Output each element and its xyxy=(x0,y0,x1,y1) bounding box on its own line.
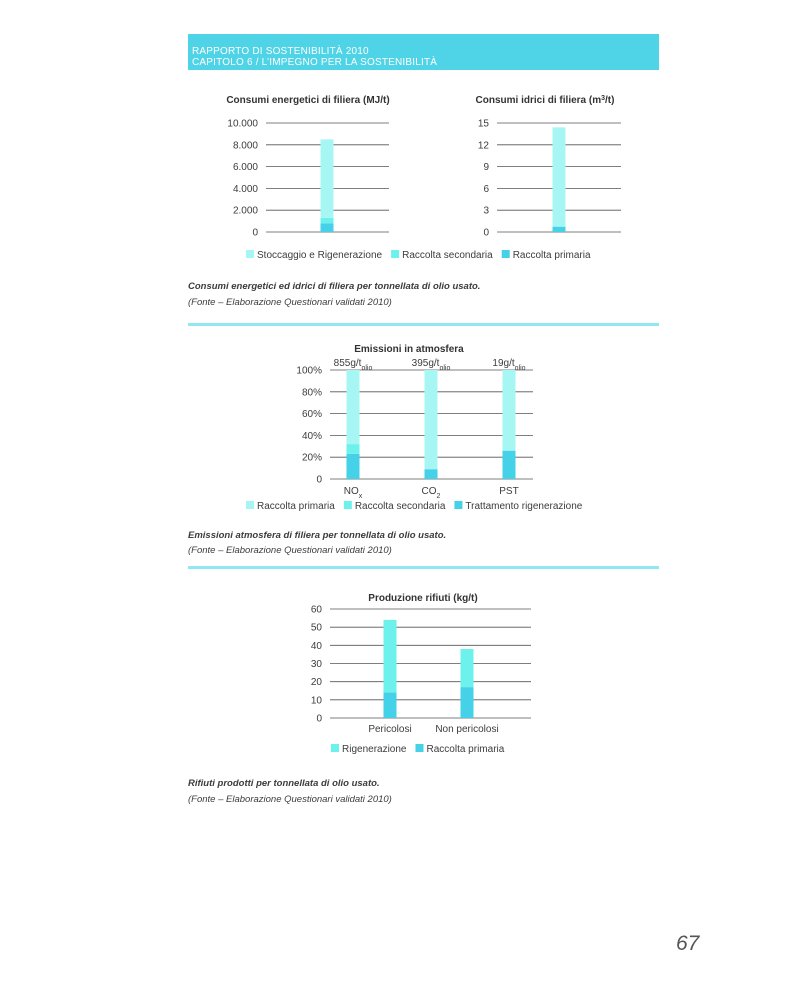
bar-b-1-0 xyxy=(461,687,474,718)
x-tick-label: PST xyxy=(499,486,519,497)
y-tick-label: 10.000 xyxy=(227,118,258,130)
y-tick-label: 40 xyxy=(310,640,322,652)
bar-a-0-1 xyxy=(553,226,566,227)
bar-a-0-0 xyxy=(553,227,566,232)
x-tick-label: $NO_x$ xyxy=(343,486,363,500)
y-tick-label: 20 xyxy=(310,677,322,689)
bar-e-0-0 xyxy=(321,223,334,232)
y-tick-label: 6 xyxy=(483,183,489,195)
y-tick-label: 30 xyxy=(310,659,322,670)
legend-label: Raccolta primaria xyxy=(257,501,335,512)
bar-m-0-0 xyxy=(347,454,360,479)
legend-swatch xyxy=(331,744,339,752)
legend-swatch xyxy=(416,744,424,752)
total-label: $19g/t_{olio}$ xyxy=(492,358,526,372)
y-tick-label: 0 xyxy=(252,227,258,239)
caption-emissioni-source: (Fonte – Elaborazione Questionari validati 2010) xyxy=(188,545,392,556)
bar-b-0-1 xyxy=(384,620,397,693)
y-tick-label: 3 xyxy=(483,205,489,217)
legend-swatch xyxy=(246,501,254,509)
legend-swatch xyxy=(502,250,510,258)
x-tick-label: Pericolosi xyxy=(368,724,412,735)
y-tick-label: 80% xyxy=(301,387,322,399)
chart-rifiuti xyxy=(0,580,785,770)
bar-m-1-2 xyxy=(425,370,438,469)
legend-label: Raccolta secondaria xyxy=(402,250,493,261)
page-number: 67 xyxy=(676,932,700,955)
x-tick-label: $CO_2$ xyxy=(421,486,441,500)
y-tick-label: 0 xyxy=(316,474,322,486)
y-tick-label: 6.000 xyxy=(232,162,258,174)
caption-consumi-source: (Fonte – Elaborazione Questionari validati 2010) xyxy=(188,297,392,308)
caption-rifiuti-title: Rifiuti prodotti per tonnellata di olio usato. xyxy=(188,778,380,789)
legend-label: Stoccaggio e Rigenerazione xyxy=(257,250,383,261)
divider-2 xyxy=(188,566,659,569)
x-tick-label: Non pericolosi xyxy=(435,724,499,735)
chart-consumi xyxy=(0,0,785,270)
bar-a-0-2 xyxy=(553,127,566,226)
bar-m-0-1 xyxy=(347,444,360,454)
y-tick-label: 20% xyxy=(301,452,322,464)
y-tick-label: 100% xyxy=(296,365,322,377)
legend-swatch xyxy=(344,501,352,509)
y-tick-label: 0 xyxy=(483,227,489,239)
legend-label: Raccolta primaria xyxy=(426,744,505,755)
bar-e-0-1 xyxy=(321,218,334,223)
bar-e-0-2 xyxy=(321,139,334,217)
y-tick-label: 40% xyxy=(301,430,322,442)
caption-rifiuti-source: (Fonte – Elaborazione Questionari validati 2010) xyxy=(188,794,392,805)
total-label: $855g/t_{olio}$ xyxy=(333,358,373,372)
y-tick-label: 9 xyxy=(483,162,489,174)
chapter-title: CAPITOLO 6 / L’IMPEGNO PER LA SOSTENIBILITÀ xyxy=(192,57,438,68)
chart-title-acqua: Consumi idrici di filiera $(m^3/t)$ xyxy=(475,94,615,106)
report-title: RAPPORTO DI SOSTENIBILITÀ 2010 xyxy=(192,46,369,57)
bar-m-2-2 xyxy=(503,370,516,451)
legend-swatch xyxy=(391,250,399,258)
chart-title-emissioni: Emissioni in atmosfera xyxy=(354,344,464,355)
legend-swatch xyxy=(454,501,462,509)
caption-emissioni-title: Emissioni atmosfera di filiera per tonnellata di olio usato. xyxy=(188,530,447,541)
y-tick-label: 2.000 xyxy=(232,205,258,217)
y-tick-label: 60 xyxy=(310,604,322,616)
chart-emissioni xyxy=(0,330,785,520)
y-tick-label: 60% xyxy=(301,409,322,421)
legend-swatch xyxy=(246,250,254,258)
total-label: $395g/t_{olio}$ xyxy=(411,358,451,372)
bar-b-1-1 xyxy=(461,649,474,687)
y-tick-label: 12 xyxy=(477,140,489,152)
chart-title-energia: Consumi energetici di filiera (MJ/t) xyxy=(226,95,390,106)
y-tick-label: 8.000 xyxy=(232,140,258,152)
legend-label: Trattamento rigenerazione xyxy=(465,501,583,512)
bar-m-1-0 xyxy=(425,469,438,479)
bar-m-2-0 xyxy=(503,451,516,479)
legend-label: Rigenerazione xyxy=(342,744,407,755)
legend-label: Raccolta secondaria xyxy=(354,501,446,512)
chart-title-rifiuti: Produzione rifiuti (kg/t) xyxy=(368,593,478,604)
y-tick-label: 4.000 xyxy=(232,183,258,195)
bar-m-0-2 xyxy=(347,370,360,444)
caption-consumi-title: Consumi energetici ed idrici di filiera per tonnellata di olio usato. xyxy=(188,281,481,292)
y-tick-label: 50 xyxy=(310,622,322,634)
legend-label: Raccolta primaria xyxy=(512,250,591,261)
y-tick-label: 15 xyxy=(477,118,489,130)
divider-1 xyxy=(188,323,659,326)
bar-b-0-0 xyxy=(384,693,397,718)
y-tick-label: 0 xyxy=(316,713,322,725)
y-tick-label: 10 xyxy=(310,695,322,707)
